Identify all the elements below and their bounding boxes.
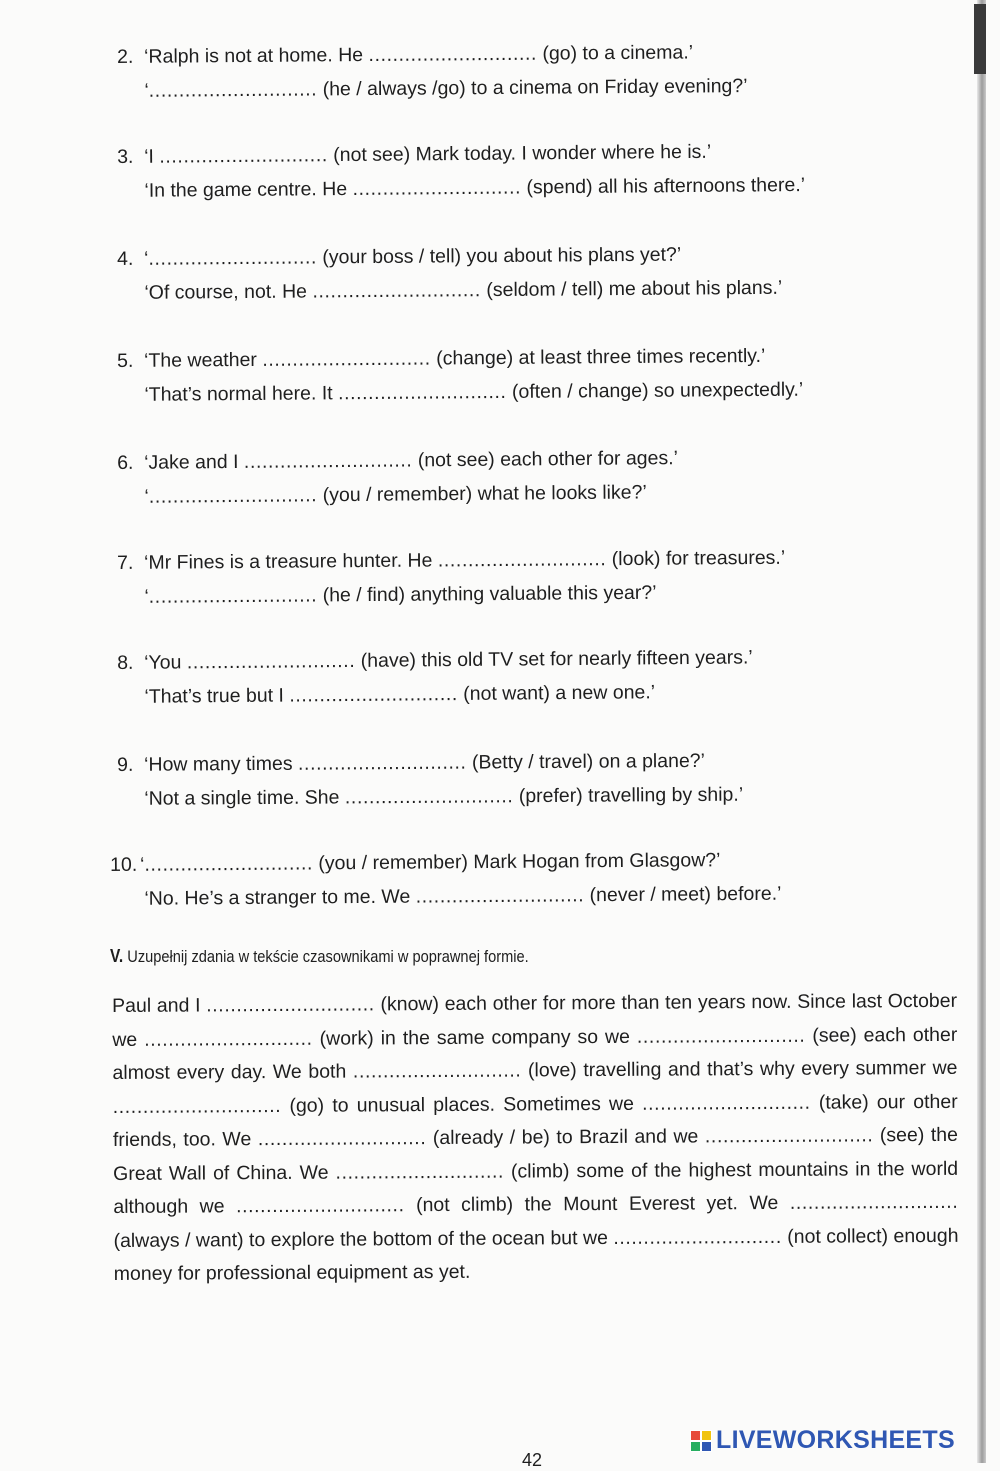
passage-text: (know) each other for more than ten years now. Since last October we xyxy=(112,989,958,1051)
exercise-reply-line xyxy=(117,574,917,614)
passage-text: (love) travelling and that’s why every summer we xyxy=(527,1056,958,1082)
exercise-number: 8. xyxy=(117,651,134,674)
exercise-text: (he / find) anything valuable this year?’ xyxy=(317,581,657,607)
answer-blank[interactable]: ............................ xyxy=(415,884,585,908)
exercise-text: ‘No. He’s a stranger to me. We xyxy=(144,885,416,910)
passage-text: (not climb) the Mount Everest yet. We xyxy=(415,1191,790,1217)
exercise-item xyxy=(117,540,918,614)
exercise-text: (you / remember) what he looks like?’ xyxy=(317,481,647,507)
exercise-text: (he / always /go) to a cinema on Friday evening?’ xyxy=(317,75,748,101)
passage-answer-blank[interactable]: ............................ xyxy=(144,1027,313,1051)
exercise-text: (not want) a new one.’ xyxy=(457,681,656,706)
exercise-text: ‘ xyxy=(144,485,149,508)
exercise-text: ‘In the game centre. He xyxy=(144,177,353,202)
exercise-text: (have) this old TV set for nearly fifteen years.’ xyxy=(355,646,753,672)
exercise-number: 10. xyxy=(110,853,138,876)
exercise-item xyxy=(117,338,918,412)
answer-blank[interactable]: ............................ xyxy=(262,347,431,371)
exercise-reply-line xyxy=(117,68,917,108)
liveworksheets-logo-icon xyxy=(690,1430,712,1452)
exercise-text: ‘Mr Fines is a treasure hunter. He xyxy=(144,549,438,574)
exercise-text: ‘How many times xyxy=(144,752,299,776)
passage-text: (not collect) enough money for professional equipment as yet. xyxy=(113,1224,959,1285)
logo-square xyxy=(701,1430,712,1441)
passage-answer-blank[interactable]: ............................ xyxy=(636,1024,806,1048)
exercise-text: (seldom / tell) me about his plans.’ xyxy=(480,276,783,302)
exercise-item xyxy=(117,639,918,714)
exercise-number: 2. xyxy=(117,45,134,68)
logo-square xyxy=(690,1430,701,1441)
exercise-reply-line xyxy=(117,473,917,514)
exercise-text: ‘That’s true but I xyxy=(144,684,290,708)
answer-blank[interactable]: ............................ xyxy=(159,144,328,168)
exercise-text: (not see) Mark today. I wonder where he is.’ xyxy=(327,140,712,167)
exercise-text: ‘You xyxy=(144,651,187,674)
exercise-number: 4. xyxy=(117,247,134,270)
passage-answer-blank[interactable]: ............................ xyxy=(112,1094,282,1118)
exercise-reply-line xyxy=(117,673,917,714)
passage-text: (take) our other friends, too. We xyxy=(112,1090,958,1151)
exercise-reply-line xyxy=(117,270,917,310)
exercise-text: ‘ xyxy=(144,585,149,608)
section-v-heading xyxy=(110,946,529,967)
exercise-item xyxy=(117,742,917,816)
passage-answer-blank[interactable]: ............................ xyxy=(206,993,375,1017)
exercise-text: (often / change) so unexpectedly.’ xyxy=(506,378,804,403)
passage-text: (see) each other almost every day. We both xyxy=(112,1023,958,1084)
exercise-text: ‘Ralph is not at home. He xyxy=(144,44,369,68)
answer-blank[interactable]: ............................ xyxy=(148,484,318,508)
answer-blank[interactable]: ............................ xyxy=(437,548,607,572)
exercise-item xyxy=(117,34,918,108)
passage-text: Paul and I xyxy=(112,994,207,1017)
exercise-item xyxy=(117,439,918,514)
exercise-text: (you / remember) Mark Hogan from Glasgow?’ xyxy=(312,849,721,875)
watermark-text: LIVEWORKSHEETS xyxy=(716,1426,955,1454)
passage-answer-blank[interactable]: ............................ xyxy=(642,1091,811,1115)
answer-blank[interactable]: ............................ xyxy=(337,380,507,405)
exercise-item xyxy=(117,236,918,310)
passage-answer-blank[interactable]: ............................ xyxy=(613,1225,782,1249)
passage-answer-blank[interactable]: ............................ xyxy=(335,1160,505,1184)
page-edge-shadow xyxy=(977,0,986,1463)
passage-text: (see) the Great Wall of China. We xyxy=(113,1123,958,1185)
exercise-text: (spend) all his afternoons there.’ xyxy=(520,173,806,199)
answer-blank[interactable]: ............................ xyxy=(186,649,356,674)
exercise-text: ‘That’s normal here. It xyxy=(144,382,339,406)
exercise-text: ‘I xyxy=(144,145,160,168)
answer-blank[interactable]: ............................ xyxy=(344,785,514,809)
exercise-question-line xyxy=(117,742,917,782)
answer-blank[interactable]: ............................ xyxy=(312,279,481,303)
exercise-text: ‘Jake and I xyxy=(144,450,244,474)
answer-blank[interactable]: ............................ xyxy=(148,584,318,608)
exercise-reply-line xyxy=(117,372,917,412)
answer-blank[interactable]: ............................ xyxy=(368,42,538,67)
fill-in-passage xyxy=(112,985,959,1292)
exercise-number: 3. xyxy=(117,145,134,168)
passage-text: (already / be) to Brazil and we xyxy=(432,1125,705,1150)
passage-answer-blank[interactable]: ............................ xyxy=(257,1127,427,1151)
exercise-text: (Betty / travel) on a plane?’ xyxy=(466,749,706,774)
exercise-text: ‘Not a single time. She xyxy=(144,786,345,810)
exercise-number: 6. xyxy=(117,451,134,474)
logo-square xyxy=(701,1441,712,1452)
exercise-item xyxy=(117,133,918,208)
section-v-label: V. xyxy=(110,946,124,966)
exercise-item xyxy=(110,842,911,916)
passage-text: (go) to unusual places. Sometimes we xyxy=(289,1092,643,1117)
exercise-reply-line xyxy=(110,876,910,916)
exercise-reply-line xyxy=(117,776,917,816)
answer-blank[interactable]: ............................ xyxy=(289,683,458,707)
exercise-text: (never / meet) before.’ xyxy=(584,882,782,907)
exercise-text: (change) at least three times recently.’ xyxy=(430,344,766,370)
exercise-text: (prefer) travelling by ship.’ xyxy=(513,783,744,808)
exercise-number: 9. xyxy=(117,753,134,776)
answer-blank[interactable]: ............................ xyxy=(144,852,314,876)
passage-answer-blank[interactable]: ............................ xyxy=(235,1194,405,1218)
exercise-text: (go) to a cinema.’ xyxy=(536,41,694,65)
exercise-text: ‘ xyxy=(144,247,149,270)
exercise-text: ‘ xyxy=(144,79,149,102)
passage-answer-blank[interactable]: ............................ xyxy=(789,1190,959,1214)
exercise-text: ‘Of course, not. He xyxy=(144,280,313,304)
logo-square xyxy=(690,1441,701,1452)
answer-blank[interactable]: ............................ xyxy=(352,176,522,200)
answer-blank[interactable]: ............................ xyxy=(297,751,467,775)
passage-answer-blank[interactable]: ............................ xyxy=(352,1059,522,1083)
exercise-number: 7. xyxy=(117,551,134,574)
page-number: 42 xyxy=(522,1450,543,1470)
passage-answer-blank[interactable]: ............................ xyxy=(704,1124,874,1148)
exercise-text: (not see) each other for ages.’ xyxy=(412,447,679,472)
passage-text: (work) in the same company so we xyxy=(319,1025,637,1050)
exercise-text: ‘ xyxy=(140,853,145,876)
exercise-reply-line xyxy=(117,167,917,208)
exercise-text: (your boss / tell) you about his plans yet?’ xyxy=(316,243,682,269)
answer-blank[interactable]: ............................ xyxy=(148,246,318,270)
exercise-text: (look) for treasures.’ xyxy=(606,546,786,571)
liveworksheets-watermark xyxy=(690,1426,955,1455)
passage-text: (always / want) to explore the bottom of the ocean but we xyxy=(113,1226,614,1252)
section-v-instruction: Uzupełnij zdania w tekście czasownikami w poprawnej formie. xyxy=(127,947,529,966)
answer-blank[interactable]: ............................ xyxy=(148,78,318,102)
exercise-number: 5. xyxy=(117,349,134,372)
answer-blank[interactable]: ............................ xyxy=(243,449,413,473)
page-edge-marker xyxy=(974,4,986,74)
passage-text: (climb) some of the highest mountains in the world although we xyxy=(113,1157,959,1218)
exercise-text: ‘The weather xyxy=(144,348,263,372)
